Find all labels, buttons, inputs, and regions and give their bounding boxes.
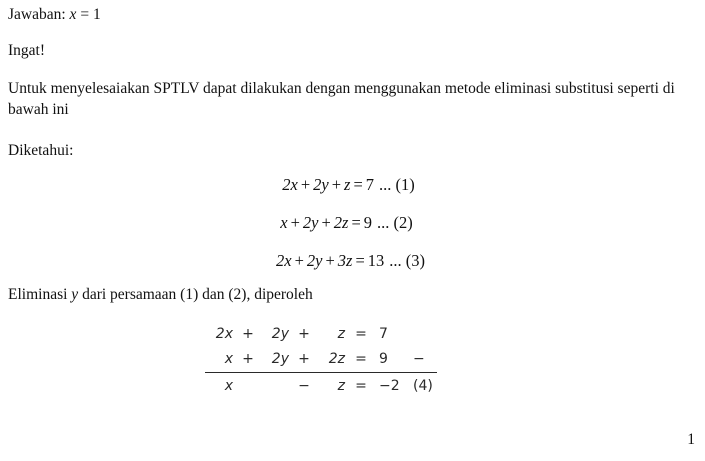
eq2-term-1: x xyxy=(280,213,288,232)
table-row xyxy=(205,373,437,400)
elimination-intro-before: Eliminasi xyxy=(8,286,72,303)
row3-coef-z: z xyxy=(337,378,345,394)
eq2-term-3: 2z xyxy=(333,213,349,232)
row2-coef-z: 2z xyxy=(317,347,347,373)
eq2-op-1: + xyxy=(290,213,300,232)
row3-coef-x: x xyxy=(224,378,233,394)
elimination-intro xyxy=(8,284,313,305)
row1-trailing-op xyxy=(405,322,437,347)
equation-3 xyxy=(276,250,425,271)
row1-coef-y: 2y xyxy=(271,326,289,342)
equation-3-block xyxy=(0,250,705,271)
row2-op-2: + xyxy=(291,347,317,373)
row3-rhs: −2 xyxy=(379,378,400,394)
row1-op-1: + xyxy=(242,326,254,342)
row3-op-1 xyxy=(235,373,261,400)
eq3-op-1: + xyxy=(294,251,304,270)
row2-trailing-op: − xyxy=(405,347,437,373)
eq1-relation: = xyxy=(353,175,363,194)
elimination-intro-after: dari persamaan (1) dan (2), diperoleh xyxy=(78,286,313,303)
row1-coef-x: 2x xyxy=(215,326,233,342)
eq3-term-2: 2y xyxy=(306,251,323,270)
page-number: 1 xyxy=(687,431,695,448)
eq3-relation: = xyxy=(355,251,365,270)
eq1-term-2: 2y xyxy=(313,175,329,194)
row2-rhs: 9 xyxy=(375,347,405,373)
eq2-term-2: 2y xyxy=(302,213,319,232)
equation-2 xyxy=(280,212,413,233)
eq1-rhs: 7 xyxy=(365,175,374,194)
eq2-tag: ... (2) xyxy=(377,213,413,232)
elimination-intro-variable: y xyxy=(71,286,79,303)
row2-relation: = xyxy=(347,347,375,373)
eq1-op-1: + xyxy=(300,175,311,194)
table-row xyxy=(205,322,437,347)
equation-1 xyxy=(282,174,415,195)
equation-1-block xyxy=(0,174,705,195)
answer-value: 1 xyxy=(92,6,101,23)
eq1-term-1: 2x xyxy=(282,175,298,194)
eq3-term-1: 2x xyxy=(275,251,292,270)
eq3-tag: ... (3) xyxy=(389,251,425,270)
eq1-tag: ... (1) xyxy=(379,175,415,194)
row3-op-2: − xyxy=(298,378,310,394)
eq3-rhs: 13 xyxy=(367,251,385,270)
answer-variable: x xyxy=(69,6,77,23)
elimination-table xyxy=(205,322,437,399)
row1-relation: = xyxy=(355,326,367,342)
row2-op-1: + xyxy=(235,347,261,373)
eq3-op-2: + xyxy=(325,251,335,270)
row2-coef-x: x xyxy=(205,347,235,373)
row2-coef-y: 2y xyxy=(261,347,291,373)
known-heading: Diketahui: xyxy=(8,142,74,159)
eq2-op-2: + xyxy=(321,213,331,232)
row3-relation: = xyxy=(355,378,367,394)
row1-op-2: + xyxy=(298,326,310,342)
row3-trailing-op: (4) xyxy=(413,378,433,394)
equation-2-block xyxy=(0,212,705,233)
answer-line xyxy=(8,4,101,25)
answer-prefix: Jawaban: xyxy=(8,6,70,23)
table-row xyxy=(205,347,437,373)
row1-coef-z: z xyxy=(337,326,345,342)
row3-coef-y xyxy=(261,373,291,400)
eq3-term-3: 3z xyxy=(337,251,353,270)
eq1-op-2: + xyxy=(331,175,342,194)
intro-paragraph: Untuk menyelesaiakan SPTLV dapat dilakukan dengan menggunakan metode eliminasi substitusi seperti di bawah ini xyxy=(8,80,675,118)
row1-rhs: 7 xyxy=(379,326,388,342)
answer-relation: = xyxy=(76,6,93,23)
note-heading: Ingat! xyxy=(8,42,46,59)
eq2-rhs: 9 xyxy=(363,213,372,232)
eq1-term-3: z xyxy=(344,175,351,194)
eq2-relation: = xyxy=(351,213,361,232)
